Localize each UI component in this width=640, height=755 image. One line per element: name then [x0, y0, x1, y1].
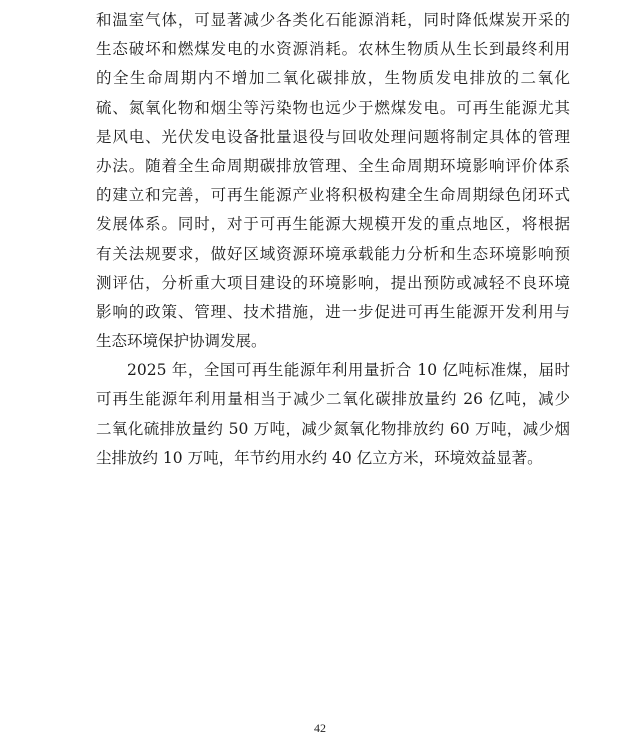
body-text: [96, 6, 570, 473]
text-line: 可再生能源年利用量相当于减少二氧化碳排放量约 26 亿吨，减少: [96, 390, 570, 409]
text-line: 生态环境保护协调发展。: [96, 332, 267, 351]
text-line: 影响的政策、管理、技术措施，进一步促进可再生能源开发利用与: [96, 302, 570, 321]
text-line: 和温室气体，可显著减少各类化石能源消耗，同时降低煤炭开采的: [96, 11, 570, 29]
text-line: 的建立和完善，可再生能源产业将积极构建全生命周期绿色闭环式: [96, 186, 570, 205]
text-line: 硫、氮氧化物和烟尘等污染物也远少于燃煤发电。可再生能源尤其: [96, 98, 570, 117]
text-line: 发展体系。同时，对于可再生能源大规模开发的重点地区，将根据: [96, 215, 570, 234]
page-number: 42: [314, 721, 326, 735]
text-line: 二氧化硫排放量约 50 万吨，减少氮氧化物排放约 60 万吨，减少烟: [96, 419, 570, 438]
text-line: 2025 年，全国可再生能源年利用量折合 10 亿吨标准煤，届时: [127, 361, 570, 380]
text-line: 尘排放约 10 万吨，年节约用水约 40 亿立方米，环境效益显著。: [96, 448, 543, 467]
text-line: 是风电、光伏发电设备批量退役与回收处理问题将制定具体的管理: [96, 127, 570, 146]
text-line: 生态破坏和燃煤发电的水资源消耗。农林生物质从生长到最终利用: [96, 40, 570, 59]
text-line: 办法。随着全生命周期碳排放管理、全生命周期环境影响评价体系: [96, 156, 570, 175]
paragraph-1: [96, 6, 570, 356]
text-line: 有关法规要求，做好区域资源环境承载能力分析和生态环境影响预: [96, 244, 570, 263]
text-line: 的全生命周期内不增加二氧化碳排放，生物质发电排放的二氧化: [96, 69, 570, 88]
paragraph-2: [96, 356, 570, 473]
text-line: 测评估，分析重大项目建设的环境影响，提出预防或减轻不良环境: [96, 273, 570, 292]
